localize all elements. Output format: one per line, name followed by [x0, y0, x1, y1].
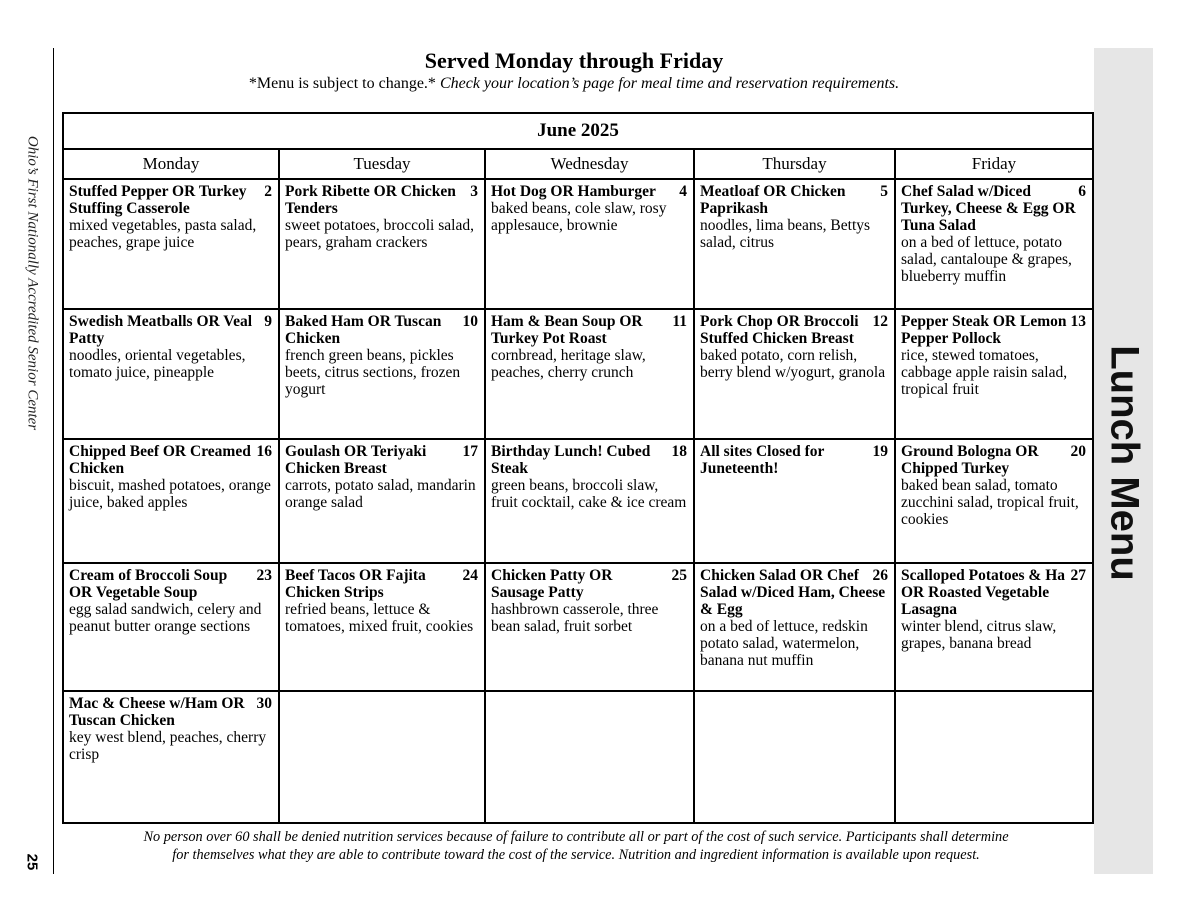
day-number: 23 — [256, 567, 272, 584]
entree-options: Cream of Broccoli Soup OR Vegetable Soup — [69, 567, 228, 601]
side-dishes: carrots, potato salad, mandarin orange salad — [285, 477, 476, 511]
entree-options: Chicken Patty OR Sausage Patty — [491, 567, 613, 601]
day-number: 17 — [462, 443, 478, 460]
nutrition-disclaimer — [58, 828, 1094, 864]
side-dishes: refried beans, lettuce & tomatoes, mixed fruit, cookies — [285, 601, 474, 635]
left-margin-rule — [53, 48, 54, 874]
entree-options: Chicken Salad OR Chef Salad w/Diced Ham, Cheese & Egg — [700, 567, 886, 618]
day-number: 10 — [462, 313, 478, 330]
day-cell — [64, 564, 280, 690]
day-cell — [896, 440, 1092, 562]
day-number: 12 — [872, 313, 888, 330]
entree-options: Baked Ham OR Tuscan Chicken — [285, 313, 442, 347]
side-dishes: biscuit, mashed potatoes, orange juice, baked apples — [69, 477, 271, 511]
calendar-weeks — [64, 180, 1092, 822]
day-cell — [896, 180, 1092, 308]
day-cell — [486, 180, 695, 308]
side-dishes: egg salad sandwich, celery and peanut butter orange sections — [69, 601, 262, 635]
side-dishes: baked bean salad, tomato zucchini salad, tropical fruit, cookies — [901, 477, 1079, 528]
day-cell — [280, 692, 486, 822]
day-cell — [695, 692, 896, 822]
page-number: 25 — [23, 853, 41, 871]
disclaimer-line: for themselves what they are able to contribute toward the cost of the service. Nutrition and ingredient information is available upon request. — [172, 847, 980, 863]
day-number: 19 — [872, 443, 888, 460]
entree-options: Stuffed Pepper OR Turkey Stuffing Casserole — [69, 183, 247, 217]
day-number: 18 — [671, 443, 687, 460]
day-cell — [486, 440, 695, 562]
day-cell — [486, 310, 695, 438]
side-dishes: winter blend, citrus slaw, grapes, banana bread — [901, 618, 1057, 652]
side-dishes: mixed vegetables, pasta salad, peaches, grape juice — [69, 217, 257, 251]
weekday-label: Thursday — [695, 150, 896, 178]
side-dishes: noodles, oriental vegetables, tomato juice, pineapple — [69, 347, 246, 381]
entree-options: Beef Tacos OR Fajita Chicken Strips — [285, 567, 426, 601]
calendar-month: June 2025 — [64, 114, 1092, 150]
day-number: 13 — [1070, 313, 1086, 330]
entree-options: Mac & Cheese w/Ham OR Tuscan Chicken — [69, 695, 245, 729]
menu-note-italic: Check your location’s page for meal time and reservation requirements. — [439, 75, 900, 92]
day-number: 5 — [880, 183, 888, 200]
side-dishes: french green beans, pickles beets, citrus sections, frozen yogurt — [285, 347, 461, 398]
entree-options: Hot Dog OR Hamburger — [491, 183, 656, 200]
day-number: 4 — [679, 183, 687, 200]
day-cell — [695, 310, 896, 438]
day-cell — [64, 440, 280, 562]
entree-options: Pork Ribette OR Chicken Tenders — [285, 183, 456, 217]
day-number: 3 — [470, 183, 478, 200]
side-dishes: key west blend, peaches, cherry crisp — [69, 729, 267, 763]
day-cell — [280, 440, 486, 562]
day-cell — [280, 564, 486, 690]
section-title: Lunch Menu — [1102, 345, 1146, 581]
day-number: 20 — [1070, 443, 1086, 460]
center-tagline: Ohio’s First Nationally Accredited Senior Center — [24, 135, 41, 431]
entree-options: Swedish Meatballs OR Veal Patty — [69, 313, 253, 347]
day-number: 16 — [256, 443, 272, 460]
side-dishes: baked potato, corn relish, berry blend w/yogurt, granola — [700, 347, 886, 381]
day-cell — [64, 692, 280, 822]
day-cell — [64, 180, 280, 308]
day-cell — [64, 310, 280, 438]
side-dishes: hashbrown casserole, three bean salad, fruit sorbet — [491, 601, 659, 635]
day-number: 24 — [462, 567, 478, 584]
day-number: 25 — [671, 567, 687, 584]
side-dishes: noodles, lima beans, Bettys salad, citrus — [700, 217, 871, 251]
side-dishes: on a bed of lettuce, redskin potato salad, watermelon, banana nut muffin — [700, 618, 868, 669]
weekday-header-row — [64, 150, 1092, 180]
day-cell — [896, 692, 1092, 822]
entree-options: Scalloped Potatoes & Ha OR Roasted Vegetable Lasagna — [901, 567, 1066, 618]
side-dishes: cornbread, heritage slaw, peaches, cherry crunch — [491, 347, 646, 381]
entree-options: All sites Closed for Juneteenth! — [700, 443, 825, 477]
day-cell — [280, 310, 486, 438]
day-number: 11 — [672, 313, 687, 330]
entree-options: Chef Salad w/Diced Turkey, Cheese & Egg OR Tuna Salad — [901, 183, 1076, 234]
day-cell — [695, 564, 896, 690]
side-dishes: on a bed of lettuce, potato salad, cantaloupe & grapes, blueberry muffin — [901, 234, 1072, 285]
day-cell — [695, 440, 896, 562]
day-cell — [486, 692, 695, 822]
entree-options: Pepper Steak OR Lemon Pepper Pollock — [901, 313, 1067, 347]
weekday-label: Wednesday — [486, 150, 695, 178]
weekday-label: Friday — [971, 154, 1017, 173]
day-cell — [896, 564, 1092, 690]
day-number: 9 — [264, 313, 272, 330]
menu-note — [54, 75, 1094, 93]
calendar-week-row — [64, 692, 1092, 822]
disclaimer-line: No person over 60 shall be denied nutrition services because of failure to contribute all or part of the cost of such service. Participants shall determine — [143, 829, 1009, 845]
day-number: 2 — [264, 183, 272, 200]
day-cell — [280, 180, 486, 308]
entree-options: Chipped Beef OR Creamed Chicken — [69, 443, 251, 477]
side-dishes: sweet potatoes, broccoli salad, pears, graham crackers — [285, 217, 474, 251]
entree-options: Ham & Bean Soup OR Turkey Pot Roast — [491, 313, 643, 347]
calendar-week-row — [64, 310, 1092, 440]
side-dishes: green beans, broccoli slaw, fruit cocktail, cake & ice cream — [491, 477, 687, 511]
day-number: 6 — [1078, 183, 1086, 200]
calendar-week-row — [64, 180, 1092, 310]
side-dishes: baked beans, cole slaw, rosy applesauce, brownie — [491, 200, 667, 234]
menu-calendar — [62, 112, 1094, 824]
calendar-week-row — [64, 564, 1092, 692]
section-tab — [1094, 48, 1153, 874]
day-cell — [486, 564, 695, 690]
day-cell — [896, 310, 1092, 438]
weekday-label: Monday — [64, 150, 280, 178]
day-number: 27 — [1070, 567, 1086, 584]
day-cell — [695, 180, 896, 308]
entree-options: Goulash OR Teriyaki Chicken Breast — [285, 443, 427, 477]
menu-note-plain: *Menu is subject to change.* — [248, 75, 436, 92]
calendar-week-row — [64, 440, 1092, 564]
weekday-label: Tuesday — [280, 150, 486, 178]
entree-options: Birthday Lunch! Cubed Steak — [491, 443, 651, 477]
entree-options: Meatloaf OR Chicken Paprikash — [700, 183, 846, 217]
day-number: 26 — [872, 567, 888, 584]
entree-options: Ground Bologna OR Chipped Turkey — [901, 443, 1039, 477]
entree-options: Pork Chop OR Broccoli Stuffed Chicken Breast — [700, 313, 859, 347]
page-title: Served Monday through Friday — [424, 48, 724, 73]
side-dishes: rice, stewed tomatoes, cabbage apple raisin salad, tropical fruit — [901, 347, 1068, 398]
day-number: 30 — [256, 695, 272, 712]
